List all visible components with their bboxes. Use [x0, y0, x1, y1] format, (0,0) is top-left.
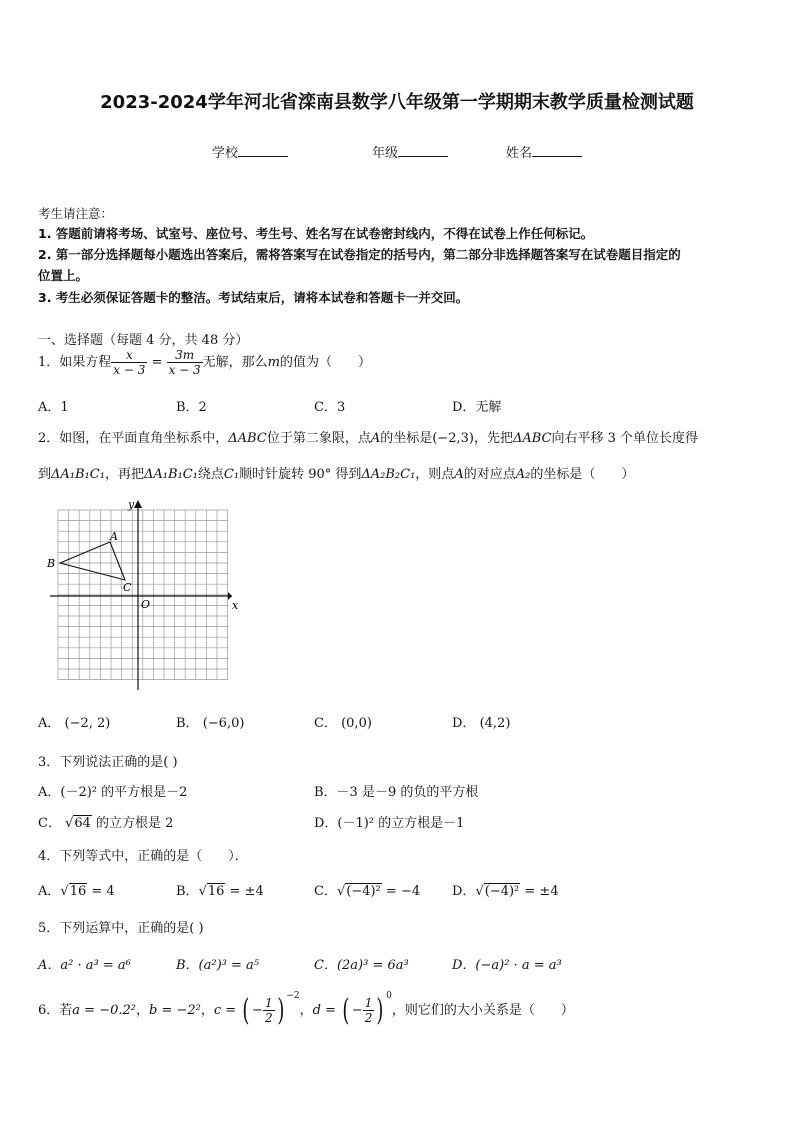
school-field[interactable]: 学校	[212, 142, 288, 161]
point-c-label: C	[123, 581, 132, 594]
q1-option-c[interactable]: C．3	[314, 400, 346, 415]
y-axis-arrow	[134, 500, 142, 508]
question-2-line-2: 到ΔA₁B₁C₁，再把ΔA₁B₁C₁绕点C₁顺时针旋转 90° 得到ΔA₂B₂C₁，则点A的对应点A₂的坐标是（ ）	[38, 467, 635, 482]
fraction: $\frac{3m}{x - 3}$	[168, 348, 201, 377]
grid-lines	[58, 510, 228, 680]
q5-option-a[interactable]: A．a² · a³ = a⁶	[38, 958, 131, 973]
page-title: 2023-2024学年河北省滦南县数学八年级第一学期期末教学质量检测试题	[100, 92, 694, 113]
point-b-label: B	[47, 557, 56, 570]
q1-option-b[interactable]: B．2	[176, 400, 207, 415]
q1-option-d[interactable]: D．无解	[452, 400, 502, 415]
question-1: 1．如果方程 $\frac{x}{x - 3}$ = $\frac{3m}{x - 3}$ 无解，那么m的值为（ ）	[38, 348, 372, 377]
q4-option-b[interactable]: B．√16 = ±4	[176, 884, 264, 899]
q1-option-a[interactable]: A．1	[38, 400, 69, 415]
notice-item-2: 2. 第一部分选择题每小题选出答案后，需将答案写在试卷指定的括号内，第二部分非选择题答案写在试卷题目指定的	[38, 247, 681, 262]
q3-option-b[interactable]: B．－3 是－9 的负的平方根	[314, 785, 479, 800]
point-a-label: A	[110, 530, 118, 543]
q4-option-a[interactable]: A．√16 = 4	[38, 884, 115, 899]
coordinate-grid-figure	[44, 496, 240, 692]
name-field[interactable]: 姓名	[506, 142, 582, 161]
fraction: $\frac{1}{2}$	[364, 996, 373, 1025]
q5-option-c[interactable]: C．(2a)³ = 6a³	[314, 958, 409, 973]
q5-option-b[interactable]: B．(a²)³ = a⁵	[176, 958, 259, 973]
q3-option-a[interactable]: A．(－2)² 的平方根是－2	[38, 785, 188, 800]
q4-option-d[interactable]: D．√(−4)² = ±4	[452, 884, 559, 899]
origin-label: O	[141, 598, 151, 611]
x-axis-label: x	[232, 599, 239, 612]
question-6: 6．若a = −0.2²，b = −2²，c = ( − $\frac{1}{2}$ ) $^{-2}$，d = ( − $\frac{1}{2}$ ) $^0$，则它们的大小关系是（ ）	[38, 991, 574, 1028]
grade-field[interactable]: 年级	[372, 142, 448, 161]
q3-option-d[interactable]: D．(－1)² 的立方根是－1	[314, 816, 465, 831]
q2-option-c[interactable]: C． (0,0)	[314, 716, 372, 731]
question-3: 3．下列说法正确的是( )	[38, 755, 178, 770]
triangle-abc	[60, 542, 125, 580]
notice-item-3: 3. 考生必须保证答题卡的整洁。考试结束后，请将本试卷和答题卡一并交回。	[38, 290, 469, 305]
q3-option-c[interactable]: C． √64 的立方根是 2	[38, 816, 174, 831]
q2-option-b[interactable]: B． (−6,0)	[176, 716, 245, 731]
question-4: 4．下列等式中，正确的是（ ）．	[38, 849, 248, 864]
q4-option-c[interactable]: C．√(−4)² = −4	[314, 884, 421, 899]
question-5: 5．下列运算中，正确的是( )	[38, 921, 204, 936]
q5-option-d[interactable]: D．(−a)² · a = a³	[452, 958, 562, 973]
q2-option-a[interactable]: A． (−2, 2)	[38, 716, 111, 731]
notice-item-1: 1. 答题前请将考场、试室号、座位号、考生号、姓名写在试卷密封线内，不得在试卷上作任何标记。	[38, 226, 594, 241]
notice-item-2-cont: 位置上。	[38, 268, 89, 283]
q2-option-d[interactable]: D． (4,2)	[452, 716, 511, 731]
question-2-line-1: 2．如图，在平面直角坐标系中，ΔABC位于第二象限，点A的坐标是(−2,3)，先把ΔABC向右平移 3 个单位长度得	[38, 431, 699, 446]
section-heading: 一、选择题（每题 4 分，共 48 分）	[38, 333, 249, 348]
y-axis-label: y	[128, 498, 135, 511]
notice-heading: 考生请注意：	[38, 206, 114, 221]
fraction: $\frac{1}{2}$	[264, 996, 273, 1025]
fraction: $\frac{x}{x - 3}$	[113, 348, 146, 377]
